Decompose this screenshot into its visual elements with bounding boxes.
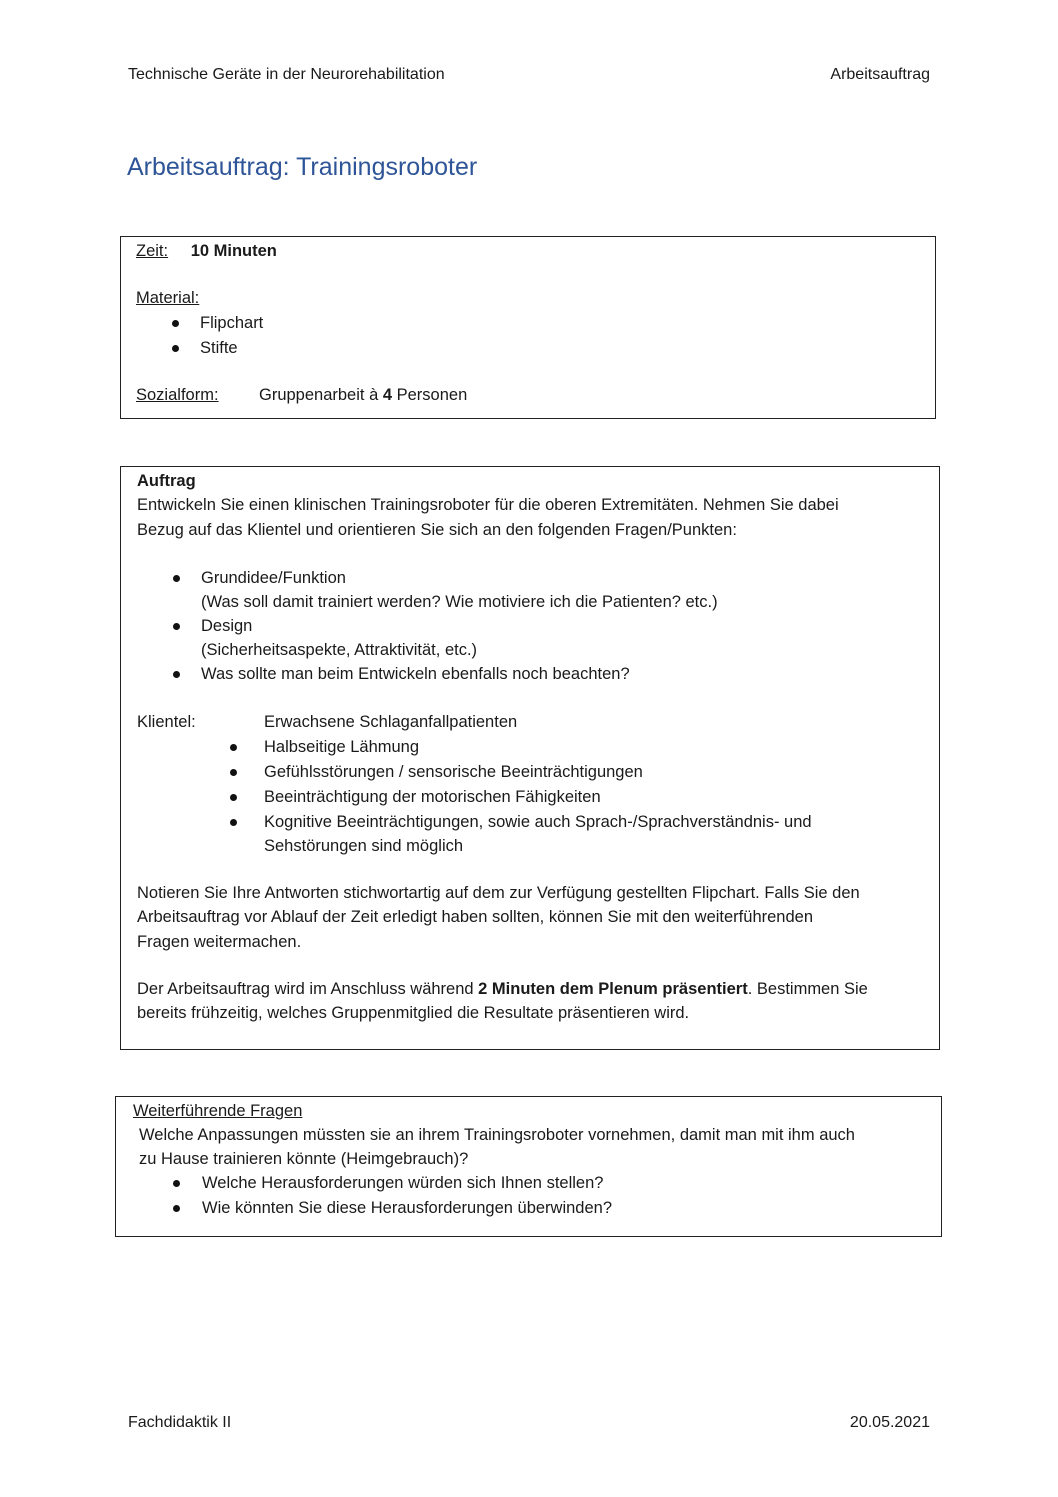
info-box <box>120 236 936 419</box>
notes-line: Arbeitsauftrag vor Ablauf der Zeit erledigt haben sollten, können Sie mit den weiterführenden <box>137 908 813 926</box>
notes-line: Fragen weitermachen. <box>137 933 302 951</box>
bullet-icon <box>230 794 237 801</box>
bullet-icon <box>173 575 180 582</box>
further-questions-box <box>115 1096 942 1237</box>
further-heading: Weiterführende Fragen <box>133 1102 303 1120</box>
klientel-value: Erwachsene Schlaganfallpatienten <box>264 713 518 731</box>
bullet-icon <box>173 1205 180 1212</box>
bullet-icon <box>173 1180 180 1187</box>
bullet-icon <box>230 819 237 826</box>
point-item: Grundidee/Funktion <box>201 566 346 590</box>
task-intro-line: Entwickeln Sie einen klinischen Trainingsroboter für die oberen Extremitäten. Nehmen Sie dabei <box>137 496 839 514</box>
klientel-item-cont: Sehstörungen sind möglich <box>264 837 464 855</box>
material-item: Stifte <box>200 336 238 360</box>
klientel-item: Halbseitige Lähmung <box>264 735 419 759</box>
klientel-item: Beeinträchtigung der motorischen Fähigkeiten <box>264 785 601 809</box>
material-item: Flipchart <box>200 311 263 335</box>
present-line: Der Arbeitsauftrag wird im Anschluss während 2 Minuten dem Plenum präsentiert. Bestimmen Sie <box>137 980 868 998</box>
bullet-icon <box>172 320 179 327</box>
sozialform-label: Sozialform: <box>136 386 219 404</box>
klientel-item: Kognitive Beeinträchtigungen, sowie auch Sprach-/Sprachverständnis- und <box>264 810 812 834</box>
footer-right: 20.05.2021 <box>849 1414 930 1431</box>
further-item: Wie könnten Sie diese Herausforderungen überwinden? <box>202 1196 612 1220</box>
task-heading: Auftrag <box>137 472 196 490</box>
point-sub: (Sicherheitsaspekte, Attraktivität, etc.) <box>201 641 478 659</box>
material-label: Material: <box>136 289 200 307</box>
footer-left: Fachdidaktik II <box>128 1414 232 1431</box>
header-left: Technische Geräte in der Neurorehabilitation <box>128 66 445 83</box>
zeit-value: 10 Minuten <box>190 242 277 260</box>
notes-line: Notieren Sie Ihre Antworten stichwortartig auf dem zur Verfügung gestellten Flipchart. Falls Sie den <box>137 884 860 902</box>
page-title: Arbeitsauftrag: Trainingsroboter <box>127 153 478 181</box>
klientel-label: Klientel: <box>137 713 196 731</box>
point-sub: (Was soll damit trainiert werden? Wie motiviere ich die Patienten? etc.) <box>201 593 718 611</box>
bullet-icon <box>173 671 180 678</box>
further-line: zu Hause trainieren könnte (Heimgebrauch)? <box>139 1150 469 1168</box>
point-item: Was sollte man beim Entwickeln ebenfalls noch beachten? <box>201 662 630 686</box>
zeit-label: Zeit: <box>136 242 169 260</box>
further-item: Welche Herausforderungen würden sich Ihnen stellen? <box>202 1171 603 1195</box>
task-intro-line: Bezug auf das Klientel und orientieren Sie sich an den folgenden Fragen/Punkten: <box>137 521 737 539</box>
bullet-icon <box>230 744 237 751</box>
sozialform-value: Gruppenarbeit à 4 Personen <box>259 386 468 404</box>
present-line: bereits frühzeitig, welches Gruppenmitglied die Resultate präsentieren wird. <box>137 1004 690 1022</box>
task-box <box>120 466 940 1050</box>
bullet-icon <box>172 345 179 352</box>
further-line: Welche Anpassungen müssten sie an ihrem Trainingsroboter vornehmen, damit man mit ihm auch <box>139 1126 855 1144</box>
point-item: Design <box>201 614 252 638</box>
bullet-icon <box>230 769 237 776</box>
header-right: Arbeitsauftrag <box>830 66 930 83</box>
klientel-item: Gefühlsstörungen / sensorische Beeinträchtigungen <box>264 760 643 784</box>
bullet-icon <box>173 623 180 630</box>
